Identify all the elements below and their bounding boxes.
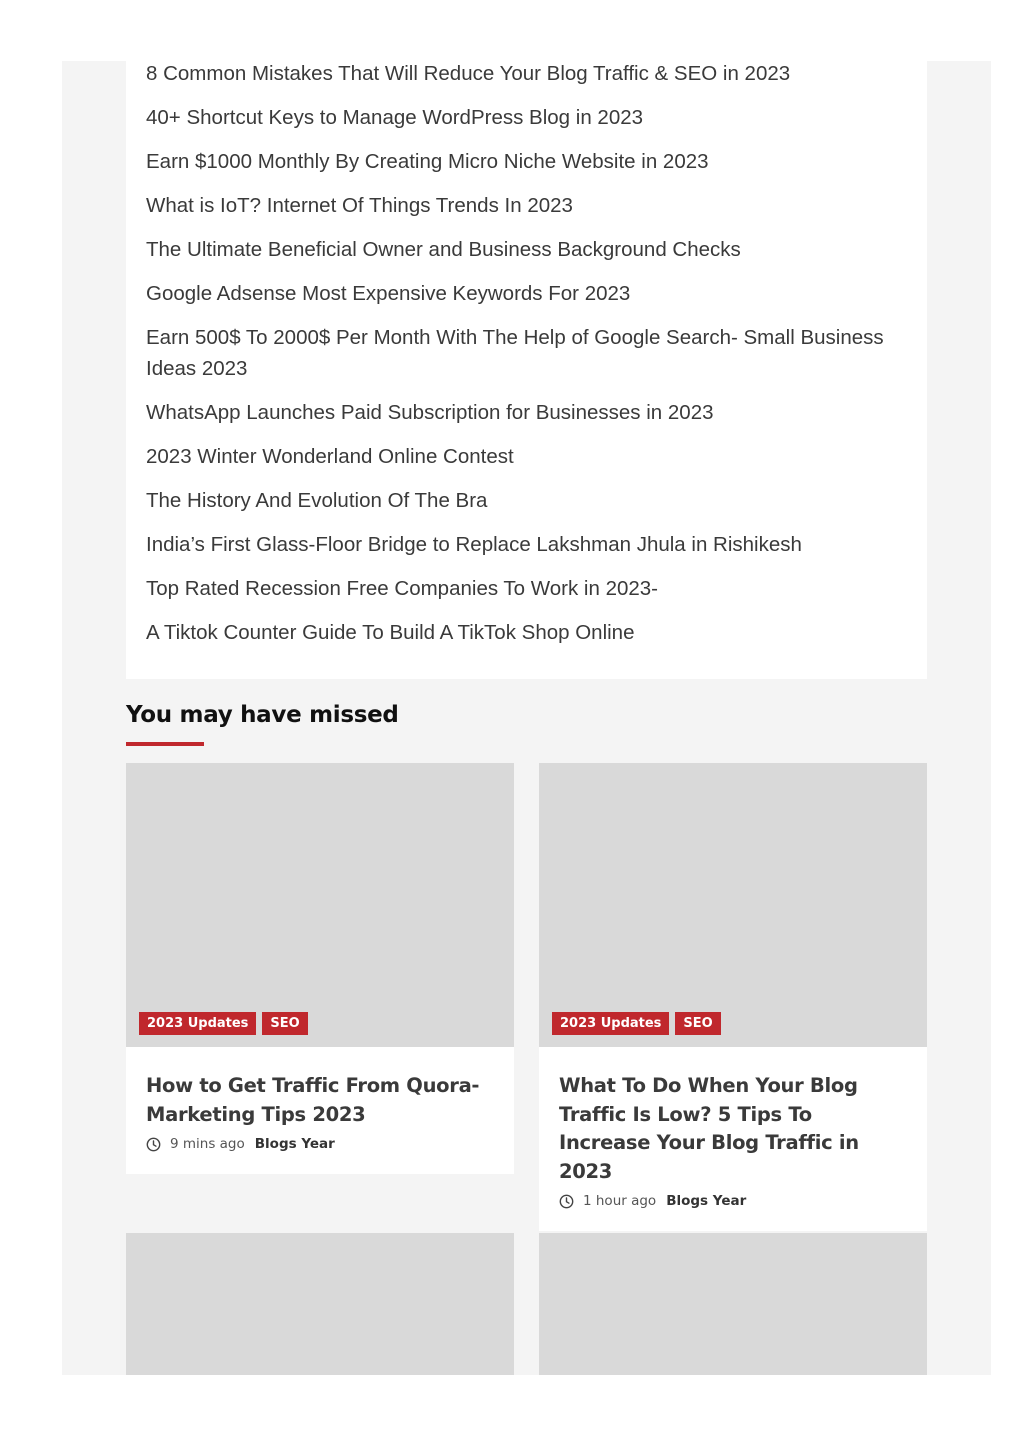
post-thumbnail[interactable] (126, 1233, 514, 1375)
category-tag[interactable]: 2023 Updates (552, 1012, 669, 1035)
list-item (146, 146, 907, 177)
category-tags (552, 1012, 721, 1035)
list-item (146, 573, 907, 604)
post-link[interactable]: 40+ Shortcut Keys to Manage WordPress Blog in 2023 (146, 106, 644, 129)
list-item (146, 322, 907, 384)
post-link[interactable]: Top Rated Recession Free Companies To Work in 2023- (146, 577, 658, 600)
post-meta (146, 1136, 494, 1152)
post-author[interactable]: Blogs Year (666, 1193, 747, 1209)
post-link[interactable]: India’s First Glass-Floor Bridge to Replace Lakshman Jhula in Rishikesh (146, 533, 802, 556)
list-item (146, 234, 907, 265)
post-title[interactable]: How to Get Traffic From Quora- Marketing Tips 2023 (146, 1074, 480, 1126)
list-item (146, 102, 907, 133)
post-title[interactable]: What To Do When Your Blog Traffic Is Low? 5 Tips To Increase Your Blog Traffic in 2023 (559, 1074, 859, 1183)
clock-icon (146, 1137, 161, 1152)
post-time: 9 mins ago (170, 1136, 245, 1152)
post-link[interactable]: A Tiktok Counter Guide To Build A TikTok Shop Online (146, 621, 635, 644)
post-card-body (126, 1047, 514, 1174)
post-card-body (539, 1047, 927, 1231)
post-card (126, 763, 514, 1174)
list-item (146, 617, 907, 648)
recent-posts-widget (126, 61, 927, 679)
list-item (146, 58, 907, 89)
recent-posts-list (146, 58, 907, 648)
post-link[interactable]: Earn $1000 Monthly By Creating Micro Niche Website in 2023 (146, 150, 709, 173)
list-item (146, 190, 907, 221)
post-link[interactable]: Earn 500$ To 2000$ Per Month With The Help of Google Search- Small Business Ideas 2023 (146, 326, 884, 380)
list-item (146, 278, 907, 309)
section-title-underline (126, 742, 204, 746)
list-item (146, 397, 907, 428)
post-link[interactable]: Google Adsense Most Expensive Keywords For 2023 (146, 282, 631, 305)
post-link[interactable]: 2023 Winter Wonderland Online Contest (146, 445, 514, 468)
post-thumbnail[interactable] (539, 1233, 927, 1375)
post-link[interactable]: 8 Common Mistakes That Will Reduce Your Blog Traffic & SEO in 2023 (146, 62, 791, 85)
section-title: You may have missed (126, 702, 399, 728)
category-tag[interactable]: SEO (675, 1012, 720, 1035)
post-link[interactable]: WhatsApp Launches Paid Subscription for Businesses in 2023 (146, 401, 714, 424)
list-item (146, 529, 907, 560)
list-item (146, 485, 907, 516)
post-link[interactable]: The History And Evolution Of The Bra (146, 489, 488, 512)
post-author[interactable]: Blogs Year (254, 1136, 335, 1152)
post-link[interactable]: What is IoT? Internet Of Things Trends In 2023 (146, 194, 573, 217)
category-tag[interactable]: 2023 Updates (139, 1012, 256, 1035)
post-time: 1 hour ago (583, 1193, 657, 1209)
category-tags (139, 1012, 308, 1035)
post-thumbnail[interactable] (539, 763, 927, 1047)
post-link[interactable]: The Ultimate Beneficial Owner and Business Background Checks (146, 238, 741, 261)
category-tag[interactable]: SEO (262, 1012, 307, 1035)
post-card (539, 763, 927, 1231)
list-item (146, 441, 907, 472)
clock-icon (559, 1194, 574, 1209)
post-meta (559, 1193, 907, 1209)
post-thumbnail[interactable] (126, 763, 514, 1047)
